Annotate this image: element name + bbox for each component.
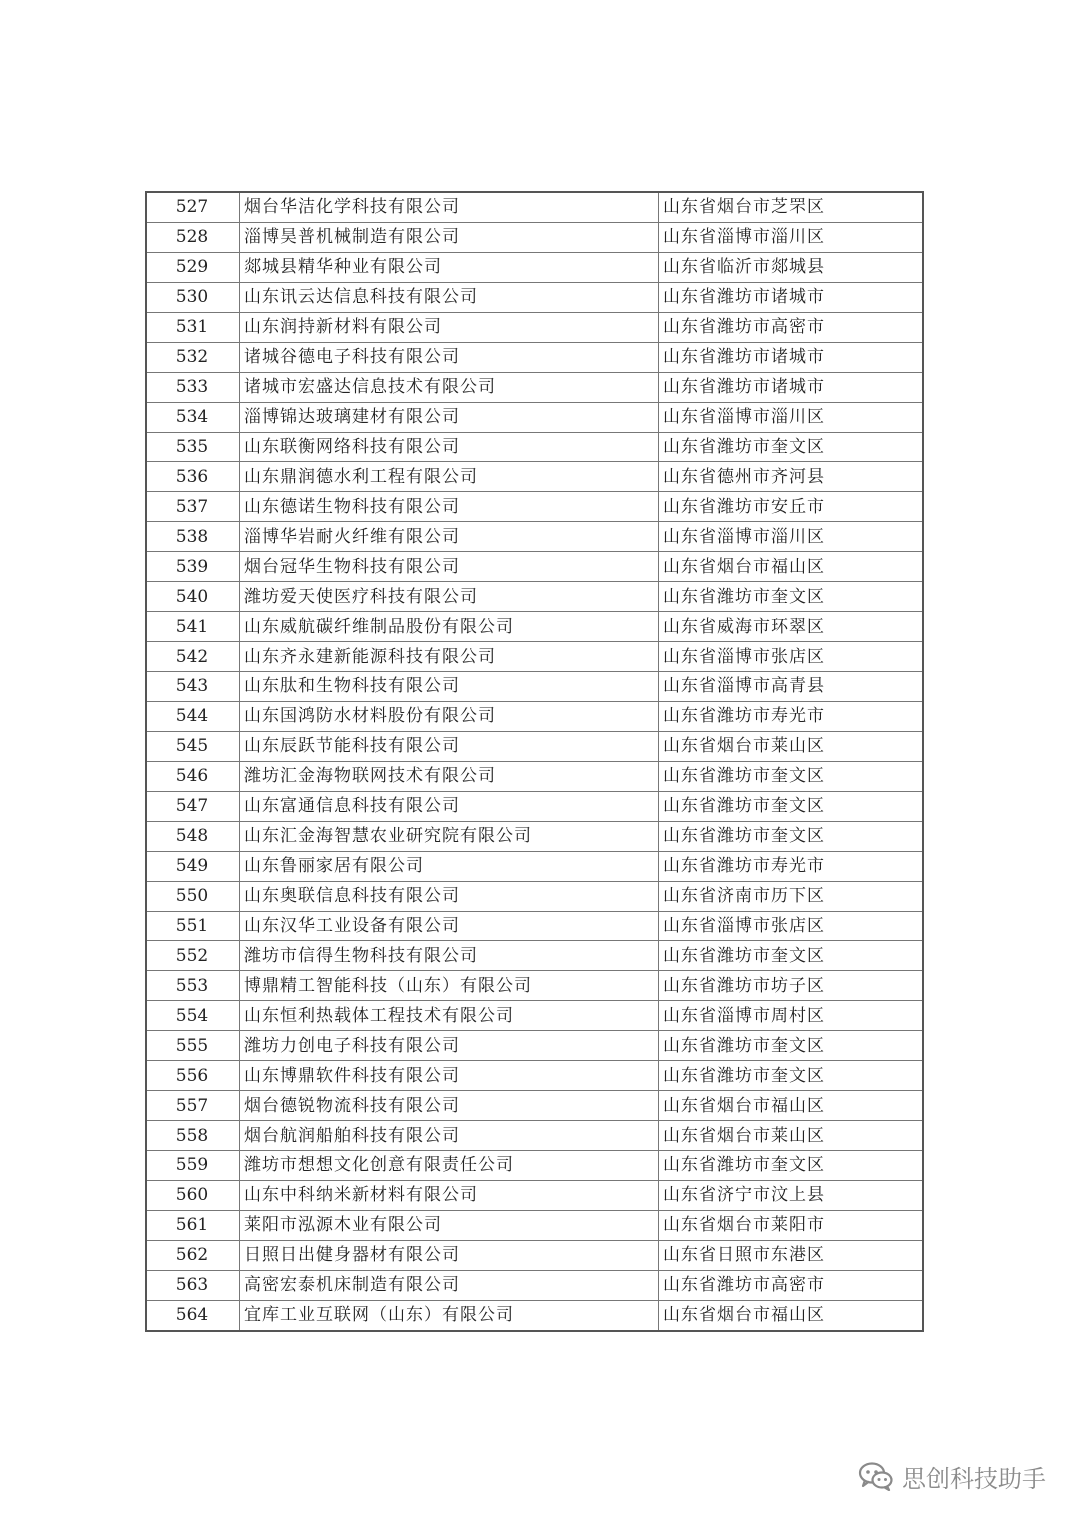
company-location: 山东省潍坊市奎文区 [659,432,924,462]
company-name: 博鼎精工智能科技（山东）有限公司 [240,971,659,1001]
company-location: 山东省潍坊市奎文区 [659,821,924,851]
company-location: 山东省潍坊市寿光市 [659,851,924,881]
company-location: 山东省潍坊市奎文区 [659,791,924,821]
row-number: 543 [146,672,240,702]
company-name: 淄博昊普机械制造有限公司 [240,222,659,252]
company-location: 山东省淄博市淄川区 [659,222,924,252]
company-name: 烟台华洁化学科技有限公司 [240,192,659,222]
row-number: 538 [146,522,240,552]
row-number: 547 [146,791,240,821]
company-name: 诸城市宏盛达信息技术有限公司 [240,372,659,402]
row-number: 557 [146,1091,240,1121]
row-number: 539 [146,552,240,582]
company-location: 山东省济南市历下区 [659,881,924,911]
table-row [146,612,923,642]
table-row [146,731,923,761]
company-location: 山东省烟台市福山区 [659,552,924,582]
company-location: 山东省烟台市莱阳市 [659,1210,924,1240]
table-row [146,881,923,911]
company-name: 日照日出健身器材有限公司 [240,1240,659,1270]
company-location: 山东省潍坊市高密市 [659,312,924,342]
row-number: 530 [146,282,240,312]
table-row [146,222,923,252]
table-row [146,582,923,612]
table-row [146,1180,923,1210]
company-location: 山东省潍坊市奎文区 [659,941,924,971]
row-number: 552 [146,941,240,971]
company-name: 潍坊市想想文化创意有限责任公司 [240,1151,659,1181]
company-location: 山东省潍坊市高密市 [659,1270,924,1300]
table-row [146,1001,923,1031]
row-number: 527 [146,192,240,222]
table-row [146,1091,923,1121]
table-row [146,282,923,312]
row-number: 563 [146,1270,240,1300]
company-location: 山东省济宁市汶上县 [659,1180,924,1210]
company-name: 山东威航碳纤维制品股份有限公司 [240,612,659,642]
company-location: 山东省潍坊市坊子区 [659,971,924,1001]
table-row [146,432,923,462]
row-number: 554 [146,1001,240,1031]
table-row [146,522,923,552]
company-name: 宜库工业互联网（山东）有限公司 [240,1300,659,1330]
company-name: 烟台冠华生物科技有限公司 [240,552,659,582]
company-location: 山东省潍坊市诸城市 [659,342,924,372]
watermark [858,1458,1046,1494]
company-name: 烟台航润船舶科技有限公司 [240,1121,659,1151]
table-row [146,911,923,941]
company-name: 山东辰跃节能科技有限公司 [240,731,659,761]
table-body [146,192,923,1331]
company-name: 山东肽和生物科技有限公司 [240,672,659,702]
company-location: 山东省德州市齐河县 [659,462,924,492]
company-location: 山东省潍坊市寿光市 [659,701,924,731]
company-name: 山东汉华工业设备有限公司 [240,911,659,941]
table-row [146,672,923,702]
company-location: 山东省潍坊市诸城市 [659,282,924,312]
company-name: 山东鲁丽家居有限公司 [240,851,659,881]
row-number: 559 [146,1151,240,1181]
wechat-icon [858,1461,894,1491]
table-row [146,1270,923,1300]
table-row [146,1300,923,1330]
company-name: 山东中科纳米新材料有限公司 [240,1180,659,1210]
company-location: 山东省淄博市周村区 [659,1001,924,1031]
company-name: 山东讯云达信息科技有限公司 [240,282,659,312]
table-row [146,1121,923,1151]
row-number: 548 [146,821,240,851]
table-row [146,1151,923,1181]
row-number: 560 [146,1180,240,1210]
company-location: 山东省淄博市淄川区 [659,522,924,552]
table-row [146,312,923,342]
table-row [146,1061,923,1091]
row-number: 549 [146,851,240,881]
table-row [146,342,923,372]
row-number: 562 [146,1240,240,1270]
company-name: 山东博鼎软件科技有限公司 [240,1061,659,1091]
table-row [146,971,923,1001]
company-location: 山东省潍坊市奎文区 [659,1151,924,1181]
company-location: 山东省潍坊市奎文区 [659,582,924,612]
row-number: 551 [146,911,240,941]
row-number: 540 [146,582,240,612]
row-number: 531 [146,312,240,342]
company-name: 淄博华岩耐火纤维有限公司 [240,522,659,552]
company-name: 山东国鸿防水材料股份有限公司 [240,701,659,731]
company-name: 诸城谷德电子科技有限公司 [240,342,659,372]
company-location: 山东省潍坊市奎文区 [659,1031,924,1061]
company-name: 山东汇金海智慧农业研究院有限公司 [240,821,659,851]
company-name: 山东奥联信息科技有限公司 [240,881,659,911]
company-name: 淄博锦达玻璃建材有限公司 [240,402,659,432]
row-number: 533 [146,372,240,402]
company-location: 山东省潍坊市安丘市 [659,492,924,522]
company-location: 山东省烟台市莱山区 [659,1121,924,1151]
company-name: 郯城县精华种业有限公司 [240,252,659,282]
row-number: 558 [146,1121,240,1151]
table-row [146,821,923,851]
company-location: 山东省烟台市莱山区 [659,731,924,761]
company-location: 山东省潍坊市奎文区 [659,761,924,791]
table-row [146,492,923,522]
table-row [146,851,923,881]
company-list-table [145,191,924,1332]
company-location: 山东省烟台市福山区 [659,1300,924,1330]
company-location: 山东省潍坊市奎文区 [659,1061,924,1091]
row-number: 541 [146,612,240,642]
company-location: 山东省淄博市张店区 [659,911,924,941]
row-number: 528 [146,222,240,252]
row-number: 535 [146,432,240,462]
company-name: 潍坊市信得生物科技有限公司 [240,941,659,971]
row-number: 555 [146,1031,240,1061]
table-row [146,1031,923,1061]
company-location: 山东省日照市东港区 [659,1240,924,1270]
company-location: 山东省淄博市高青县 [659,672,924,702]
table-row [146,701,923,731]
row-number: 561 [146,1210,240,1240]
company-name: 潍坊汇金海物联网技术有限公司 [240,761,659,791]
company-location: 山东省淄博市淄川区 [659,402,924,432]
company-name: 山东润持新材料有限公司 [240,312,659,342]
company-name: 山东富通信息科技有限公司 [240,791,659,821]
company-location: 山东省淄博市张店区 [659,642,924,672]
company-location: 山东省烟台市福山区 [659,1091,924,1121]
row-number: 536 [146,462,240,492]
row-number: 564 [146,1300,240,1330]
row-number: 550 [146,881,240,911]
table-row [146,1210,923,1240]
row-number: 529 [146,252,240,282]
company-name: 山东恒利热载体工程技术有限公司 [240,1001,659,1031]
table-row [146,252,923,282]
row-number: 534 [146,402,240,432]
row-number: 532 [146,342,240,372]
row-number: 542 [146,642,240,672]
company-location: 山东省烟台市芝罘区 [659,192,924,222]
watermark-text: 思创科技助手 [902,1464,1046,1493]
company-location: 山东省临沂市郯城县 [659,252,924,282]
row-number: 556 [146,1061,240,1091]
table-row [146,642,923,672]
company-name: 山东齐永建新能源科技有限公司 [240,642,659,672]
company-name: 潍坊力创电子科技有限公司 [240,1031,659,1061]
company-name: 潍坊爱天使医疗科技有限公司 [240,582,659,612]
company-name: 山东德诺生物科技有限公司 [240,492,659,522]
table-row [146,941,923,971]
table-row [146,552,923,582]
company-name: 山东鼎润德水利工程有限公司 [240,462,659,492]
row-number: 545 [146,731,240,761]
table-row [146,462,923,492]
table-row [146,372,923,402]
table-row [146,1240,923,1270]
table-row [146,192,923,222]
company-name: 烟台德锐物流科技有限公司 [240,1091,659,1121]
company-name: 高密宏泰机床制造有限公司 [240,1270,659,1300]
row-number: 553 [146,971,240,1001]
row-number: 544 [146,701,240,731]
company-name: 莱阳市泓源木业有限公司 [240,1210,659,1240]
row-number: 546 [146,761,240,791]
company-location: 山东省潍坊市诸城市 [659,372,924,402]
company-name: 山东联衡网络科技有限公司 [240,432,659,462]
table-row [146,761,923,791]
row-number: 537 [146,492,240,522]
table-row [146,791,923,821]
company-location: 山东省威海市环翠区 [659,612,924,642]
table-row [146,402,923,432]
